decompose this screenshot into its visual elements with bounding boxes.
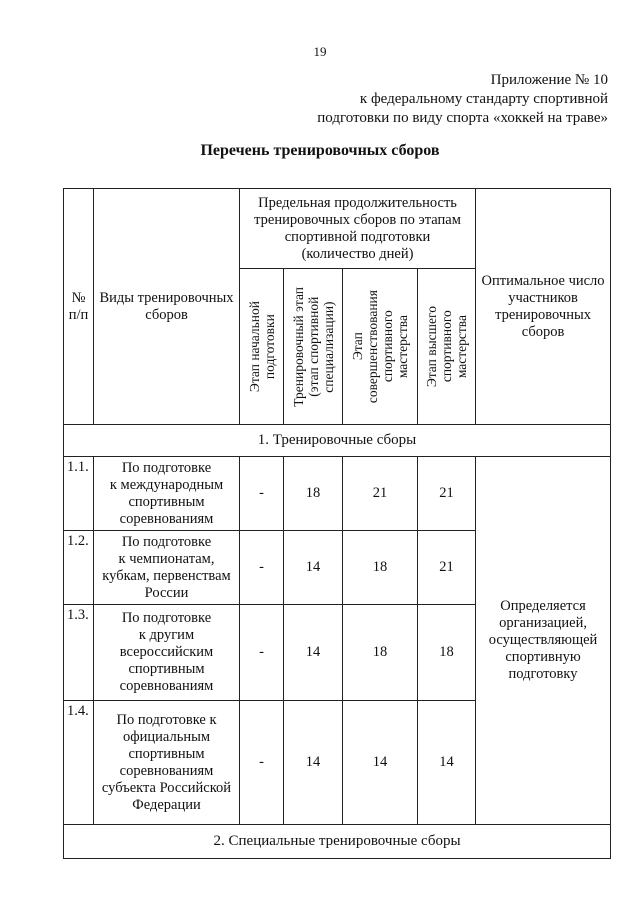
header-stage-higher	[418, 269, 476, 425]
row-value-training: 14	[284, 531, 343, 605]
row-number: 1.4.	[64, 701, 94, 825]
appendix-header	[317, 71, 608, 128]
row-value-higher: 21	[418, 531, 476, 605]
row-value-initial: -	[240, 701, 284, 825]
row-value-improvement: 14	[343, 701, 418, 825]
document-title: Перечень тренировочных сборов	[200, 142, 440, 159]
optimal-value: Определяется организацией, осуществляющей спортивную подготовку	[476, 457, 611, 825]
row-value-higher: 18	[418, 605, 476, 701]
row-value-higher: 14	[418, 701, 476, 825]
row-name: По подготовке к международным спортивным соревнованиям	[94, 457, 240, 531]
row-number: 1.1.	[64, 457, 94, 531]
header-stage-training-label: Тренировочный этап (этап спортивной специализации)	[290, 286, 336, 407]
row-value-higher: 21	[418, 457, 476, 531]
header-stage-improvement	[343, 269, 418, 425]
header-number: № п/п	[64, 189, 94, 425]
section-2-heading: 2. Специальные тренировочные сборы	[64, 825, 611, 859]
training-camps-table	[63, 188, 611, 859]
header-duration: Предельная продолжительность тренировочных сборов по этапам спортивной подготовки (количество дней)	[240, 189, 476, 269]
row-name: По подготовке к официальным спортивным соревнованиям субъекта Российской Федерации	[94, 701, 240, 825]
row-number: 1.2.	[64, 531, 94, 605]
row-value-improvement: 18	[343, 605, 418, 701]
row-value-improvement: 18	[343, 531, 418, 605]
row-value-initial: -	[240, 457, 284, 531]
appendix-line-1: Приложение № 10	[490, 72, 608, 88]
page-number: 19	[313, 44, 327, 59]
row-value-training: 14	[284, 605, 343, 701]
section-1-heading: 1. Тренировочные сборы	[64, 425, 611, 457]
header-optimal: Оптимальное число участников тренировочных сборов	[476, 189, 611, 425]
header-stage-higher-label: Этап высшего спортивного мастерства	[424, 305, 470, 388]
header-stage-training	[284, 269, 343, 425]
appendix-line-2: к федеральному стандарту спортивной	[359, 91, 608, 107]
row-value-training: 18	[284, 457, 343, 531]
row-name: По подготовке к другим всероссийским спортивным соревнованиям	[94, 605, 240, 701]
appendix-line-3: подготовки по виду спорта «хоккей на траве»	[317, 110, 608, 126]
row-name: По подготовке к чемпионатам, кубкам, первенствам России	[94, 531, 240, 605]
header-stage-initial	[240, 269, 284, 425]
row-value-improvement: 21	[343, 457, 418, 531]
row-number: 1.3.	[64, 605, 94, 701]
header-stage-initial-label: Этап начальной подготовки	[246, 300, 277, 393]
row-value-initial: -	[240, 531, 284, 605]
row-value-training: 14	[284, 701, 343, 825]
header-kinds: Виды тренировочных сборов	[94, 189, 240, 425]
header-stage-improvement-label: Этап совершенствования спортивного мастерства	[350, 289, 410, 404]
row-value-initial: -	[240, 605, 284, 701]
